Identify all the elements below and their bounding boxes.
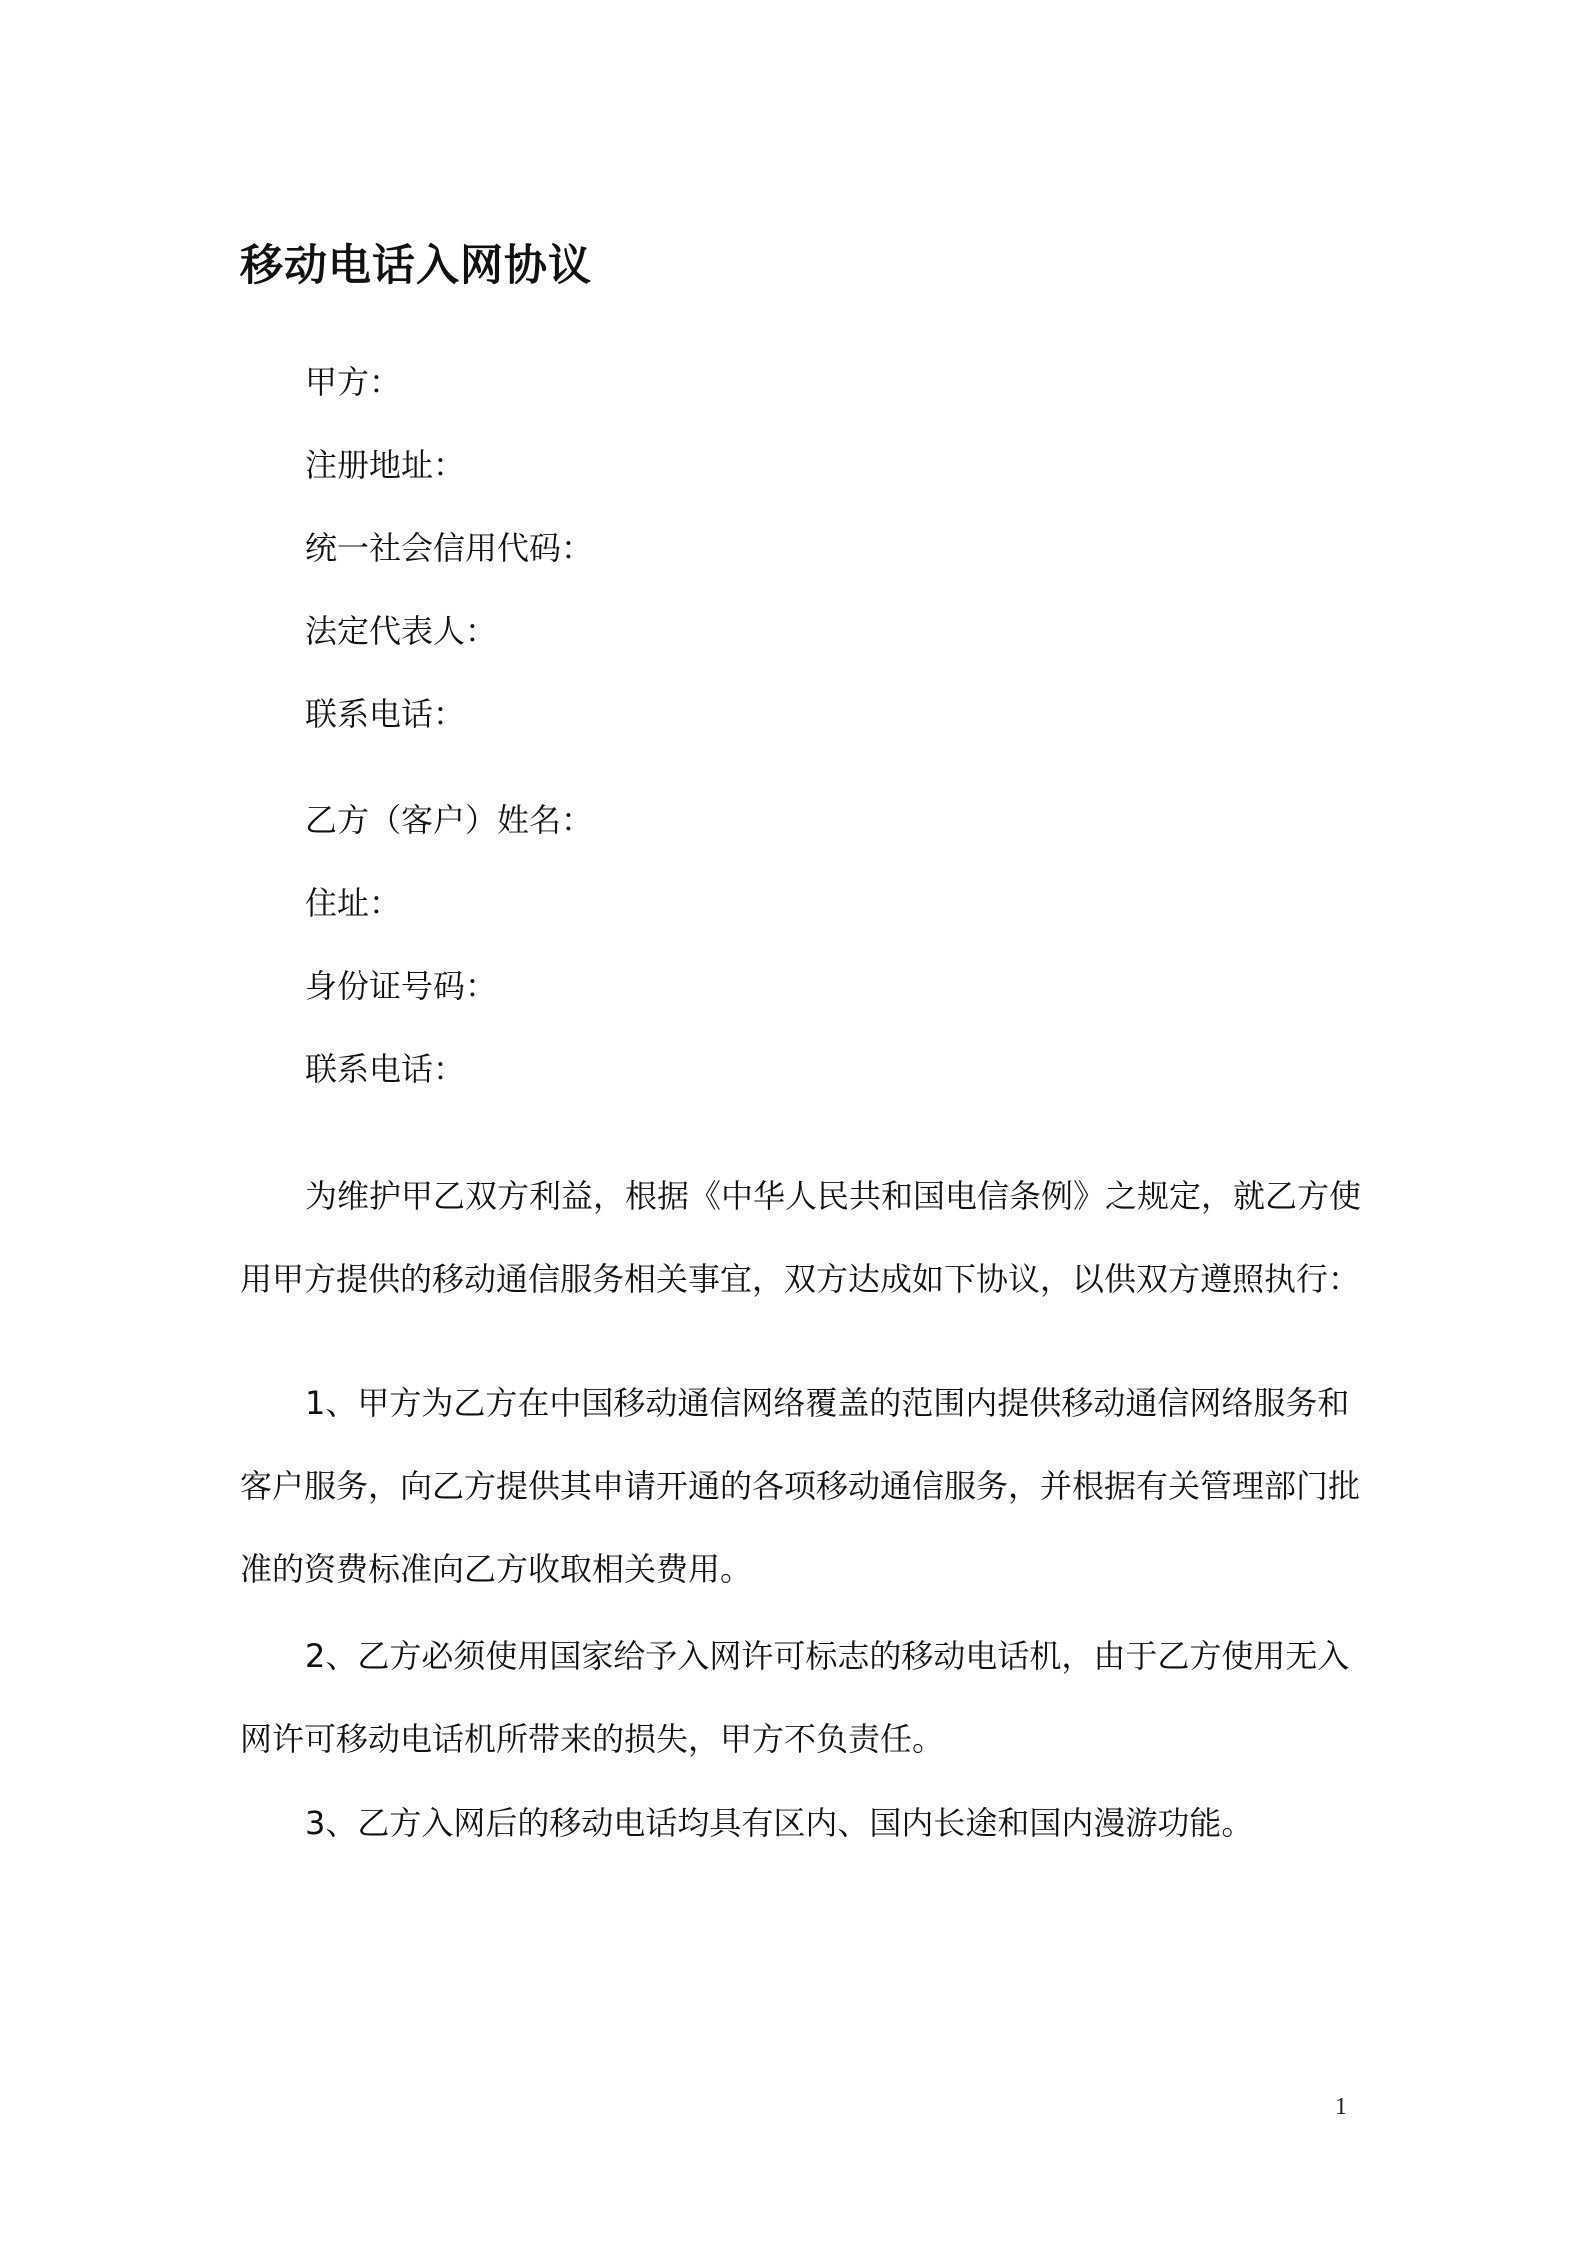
party-a-phone-label: 联系电话：: [305, 695, 466, 733]
clause-3-paragraph: [240, 1803, 1350, 1843]
clause-1-line-3: 准的资费标准向乙方收取相关费用。: [240, 1550, 753, 1588]
preamble-paragraph: [240, 1176, 1362, 1299]
clause-2-paragraph: [240, 1636, 1350, 1759]
party-a-legal-rep-label: 法定代表人：: [305, 612, 498, 650]
document-title: 移动电话入网协议: [240, 241, 592, 291]
clause-2-line-2: 网许可移动电话机所带来的损失，甲方不负责任。: [240, 1720, 945, 1758]
clause-3-line-1: 3、乙方入网后的移动电话均具有区内、国内长途和国内漫游功能。: [305, 1804, 1254, 1842]
party-a-name-label: 甲方：: [305, 363, 402, 401]
party-b-id-label: 身份证号码：: [305, 967, 498, 1005]
clause-1-line-1: 1、甲方为乙方在中国移动通信网络覆盖的范围内提供移动通信网络服务和: [305, 1384, 1350, 1422]
party-b-name-label: 乙方（客户）姓名：: [305, 801, 594, 839]
page-number: 1: [1335, 2094, 1347, 2120]
party-b-address-label: 住址：: [305, 884, 402, 922]
party-a-address-label: 注册地址：: [305, 446, 466, 484]
clause-1-paragraph: [240, 1383, 1361, 1589]
clause-2-line-1: 2、乙方必须使用国家给予入网许可标志的移动电话机，由于乙方使用无入: [305, 1637, 1350, 1675]
party-b-phone-label: 联系电话：: [305, 1050, 466, 1088]
clause-1-line-2: 客户服务，向乙方提供其申请开通的各项移动通信服务，并根据有关管理部门批: [240, 1467, 1361, 1505]
party-a-credit-code-label: 统一社会信用代码：: [305, 529, 594, 567]
preamble-line-2: 用甲方提供的移动通信服务相关事宜，双方达成如下协议，以供双方遵照执行：: [240, 1260, 1361, 1298]
preamble-line-1: 为维护甲乙双方利益，根据《中华人民共和国电信条例》之规定，就乙方使: [305, 1177, 1362, 1215]
